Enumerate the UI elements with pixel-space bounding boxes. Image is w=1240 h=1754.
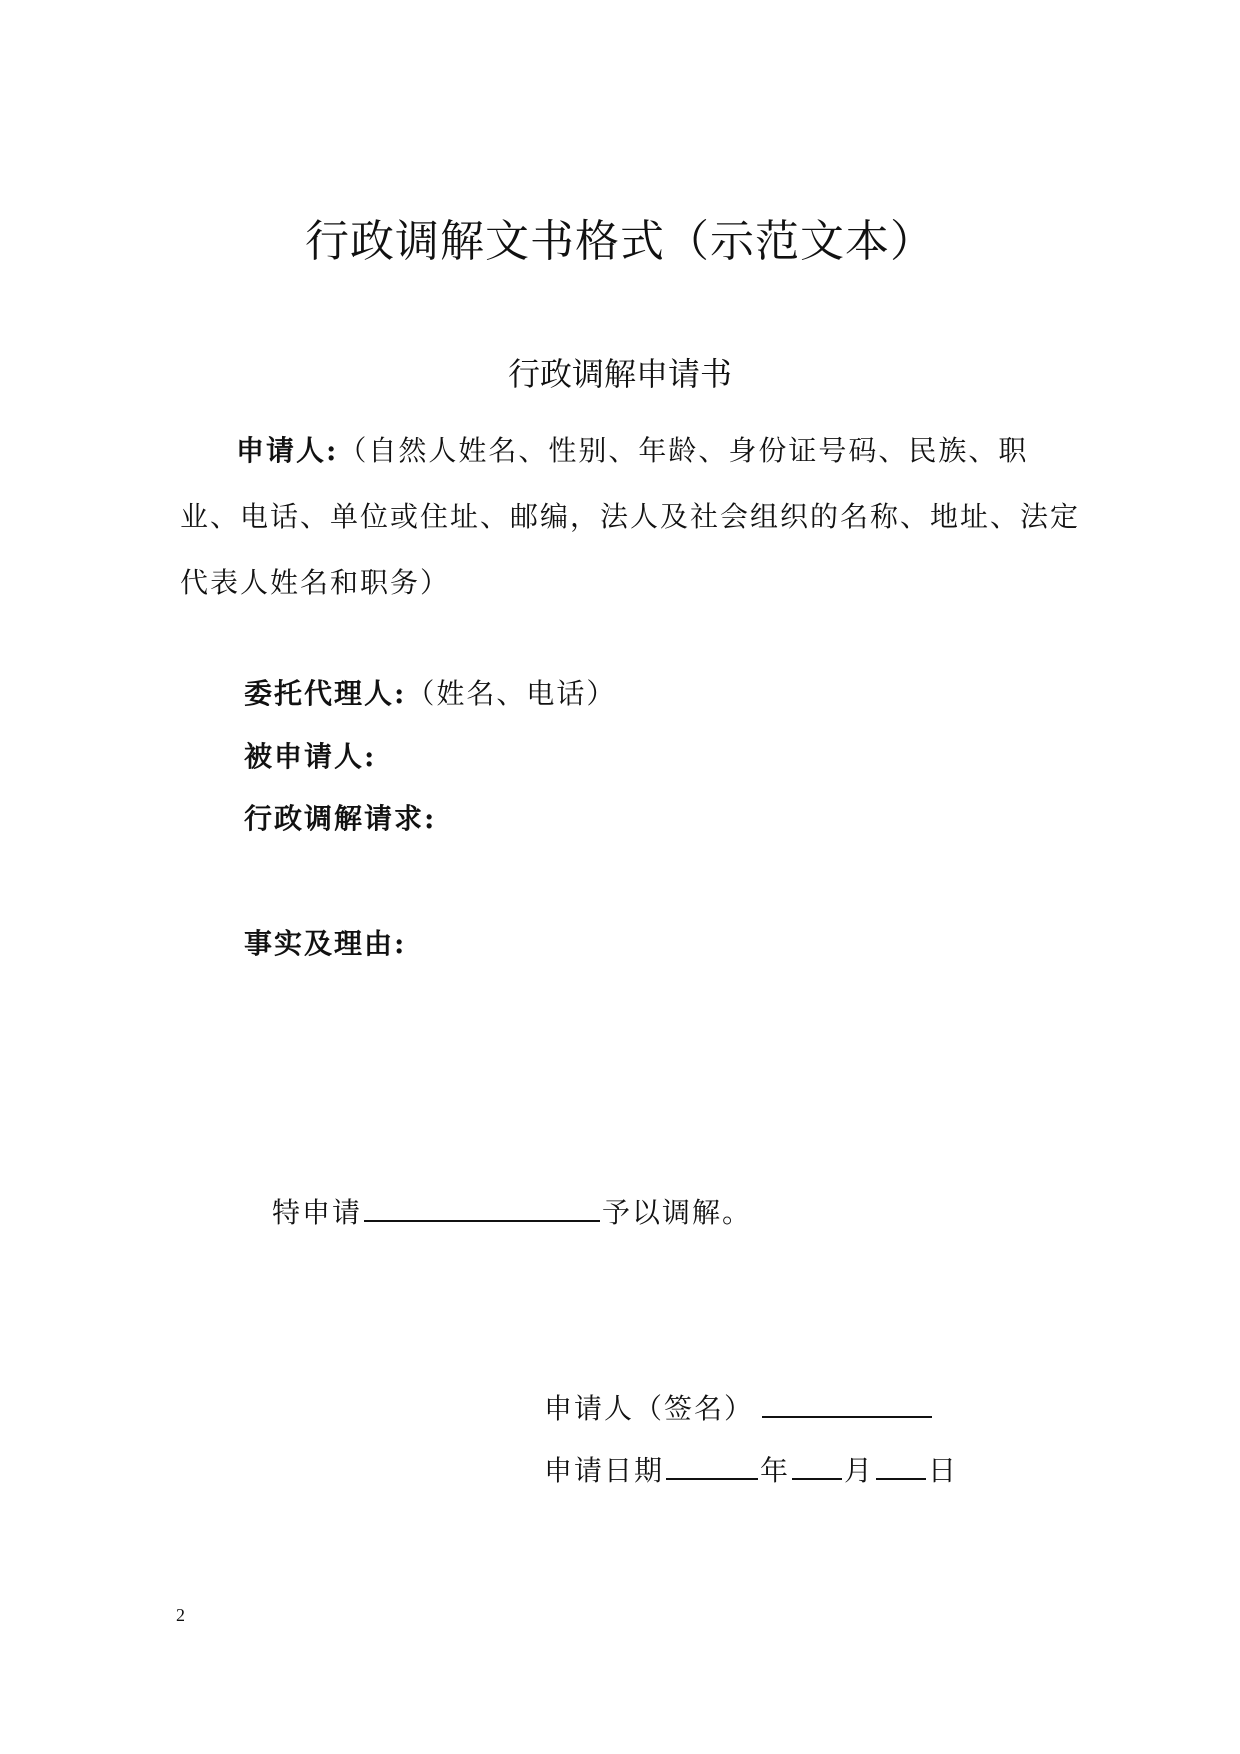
signature-blank[interactable] (762, 1386, 932, 1418)
day-blank[interactable] (876, 1448, 926, 1480)
request-label: 行政调解请求: (244, 802, 437, 835)
date-label: 申请日期 (544, 1454, 665, 1487)
year-blank[interactable] (666, 1448, 758, 1480)
special-request-line (272, 1190, 752, 1233)
special-request-prefix: 特申请 (272, 1196, 363, 1229)
respondent-label: 被申请人: (244, 740, 377, 773)
special-request-suffix: 予以调解。 (602, 1196, 753, 1229)
agent-detail: （姓名、电话） (406, 677, 617, 710)
applicant-paragraph (180, 418, 1080, 616)
agent-field (244, 674, 616, 714)
agent-label: 委托代理人: (244, 677, 407, 710)
month-label: 月 (844, 1454, 875, 1487)
facts-label: 事实及理由: (244, 927, 407, 960)
applicant-label: 申请人: (236, 434, 339, 467)
main-title: 行政调解文书格式（示范文本） (305, 216, 935, 267)
month-blank[interactable] (792, 1448, 842, 1480)
sub-title: 行政调解申请书 (507, 355, 732, 393)
date-line (544, 1448, 958, 1491)
signature-line (544, 1386, 934, 1429)
day-label: 日 (928, 1454, 959, 1487)
signature-label: 申请人（签名） (544, 1392, 755, 1425)
page-number: 2 (176, 1605, 185, 1625)
mediator-blank[interactable] (364, 1190, 600, 1222)
applicant-detail: （自然人姓名、性别、年龄、身份证号码、民族、职业、电话、单位或住址、邮编，法人及社会组织的名称、地址、法定代表人姓名和职务） (180, 434, 1081, 599)
year-label: 年 (760, 1454, 791, 1487)
